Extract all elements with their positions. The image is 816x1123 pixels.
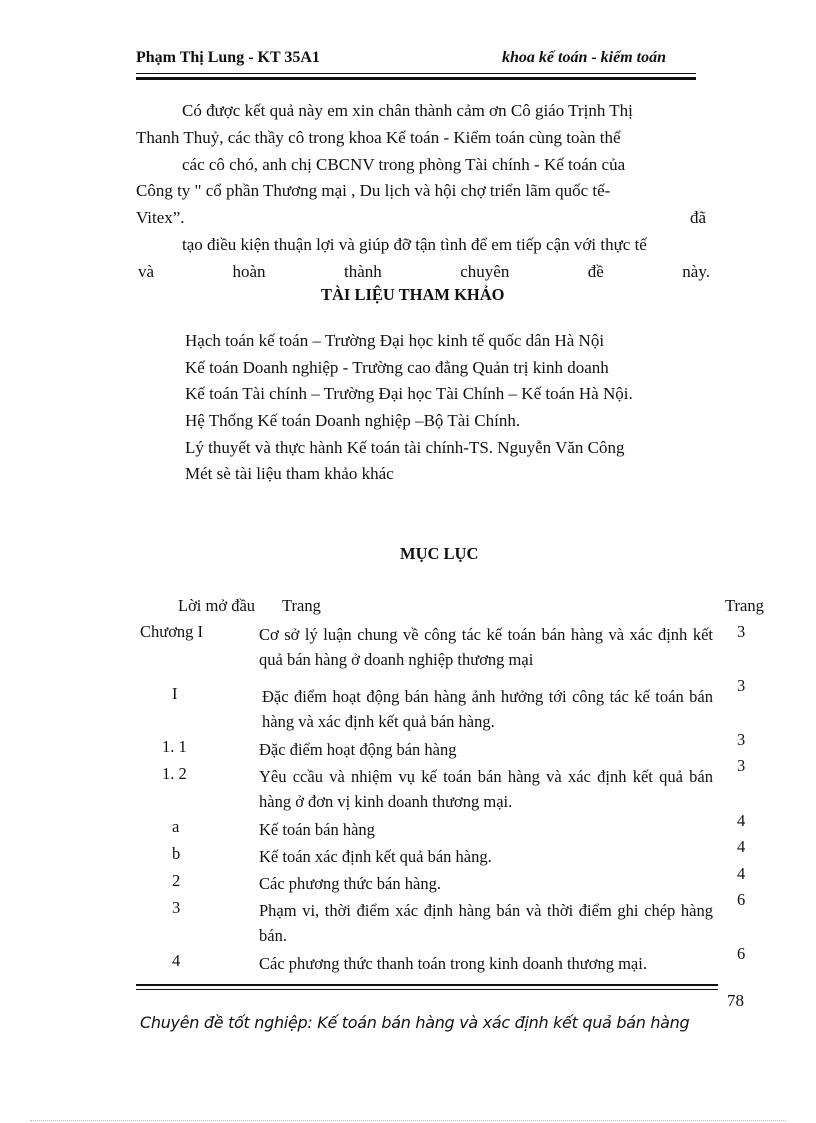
reference-item: Kế toán Doanh nghiệp - Trường cao đẳng Quản trị kinh doanh <box>185 358 609 377</box>
toc-title: MỤC LỤC <box>400 544 479 563</box>
ack-word: chuyên <box>460 262 510 281</box>
toc-row-page: 3 <box>737 676 746 695</box>
ack-line-4: Công ty " cổ phần Thương mại , Du lịch và hội chợ triển lãm quốc tế- <box>136 181 611 200</box>
reference-item: Mét sè tài liệu tham khảo khác <box>185 464 394 483</box>
page-bottom-border <box>30 1120 786 1121</box>
ack-word: đề <box>587 262 604 281</box>
toc-row-title: Các phương thức thanh toán trong kinh doanh thương mại. <box>259 954 647 973</box>
references-title: TÀI LIỆU THAM KHẢO <box>321 285 505 304</box>
ack-line-7 <box>138 261 710 283</box>
ack-line-5a: Vitex”. <box>136 208 185 227</box>
reference-item: Hạch toán kế toán – Trường Đại học kinh tế quốc dân Hà Nội <box>185 331 605 350</box>
toc-row-title: Kế toán bán hàng <box>259 820 375 839</box>
toc-row-page: 6 <box>737 890 746 909</box>
ack-word: này. <box>682 262 710 281</box>
ack-line-3: các cô chó, anh chị CBCNV trong phòng Tài chính - Kế toán của <box>182 155 626 174</box>
toc-row-title: Kế toán xác định kết quả bán hàng. <box>259 847 492 866</box>
toc-row-page: 6 <box>737 944 746 963</box>
toc-row-page: 3 <box>737 622 746 641</box>
page-number: 78 <box>727 991 744 1010</box>
footer-caption: Chuyên đề tốt nghiệp: Kế toán bán hàng và xác định kết quả bán hàng <box>140 1013 690 1032</box>
toc-row-page: 4 <box>737 837 746 856</box>
ack-word: và <box>138 262 155 281</box>
toc-row-page: 4 <box>737 811 746 830</box>
toc-intro: Lời mở đầu <box>178 596 256 615</box>
toc-row-number: 1. 1 <box>162 737 187 756</box>
toc-row-title: Yêu ccầu và nhiệm vụ kế toán bán hàng và xác định kết quả bán hàng ở đơn vị kinh doanh thương mại. <box>259 767 713 811</box>
footer-rule <box>136 984 718 986</box>
reference-item: Hệ Thống Kế toán Doanh nghiệp –Bộ Tài Chính. <box>185 411 521 430</box>
reference-item: Kế toán Tài chính – Trường Đại học Tài Chính – Kế toán Hà Nội. <box>185 384 633 403</box>
ack-line-5b: đã <box>690 208 707 227</box>
header-rule <box>136 73 696 74</box>
toc-row-title: Phạm vi, thời điểm xác định hàng bán và thời điểm ghi chép hàng bán. <box>259 901 713 945</box>
toc-row-number: 4 <box>172 951 181 970</box>
toc-row-number: 2 <box>172 871 181 890</box>
toc-row-number: b <box>172 844 181 863</box>
toc-row-title: Các phương thức bán hàng. <box>259 874 441 893</box>
ack-word: thành <box>344 262 382 281</box>
toc-row-number: I <box>172 684 178 703</box>
ack-line-6: tạo điều kiện thuận lợi và giúp đỡ tận tình để em tiếp cận với thực tế <box>182 235 647 254</box>
header-author: Phạm Thị Lung - KT 35A1 <box>136 49 320 66</box>
toc-row-title: Đặc điểm hoạt động bán hàng <box>259 740 457 759</box>
header-rule-thick <box>136 77 696 80</box>
toc-intro-page-label: Trang <box>282 596 321 615</box>
header-department: khoa kế toán - kiểm toán <box>502 49 667 66</box>
toc-row-number: 3 <box>172 898 181 917</box>
ack-line-2: Thanh Thuỷ, các thầy cô trong khoa Kế toán - Kiểm toán cùng toàn thể <box>136 128 621 147</box>
toc-row-number: Chương I <box>140 622 204 641</box>
toc-row-number: 1. 2 <box>162 764 187 783</box>
toc-row-number: a <box>172 817 180 836</box>
reference-item: Lý thuyết và thực hành Kế toán tài chính-TS. Nguyễn Văn Công <box>185 438 625 457</box>
toc-row-title: Cơ sở lý luận chung về công tác kế toán bán hàng và xác định kết quả bán hàng ở doanh nghiệp thương mại <box>259 625 713 669</box>
ack-line-1: Có được kết quả này em xin chân thành cảm ơn Cô giáo Trịnh Thị <box>182 101 633 120</box>
toc-row-title: Đặc điểm hoạt động bán hàng ảnh hưởng tới công tác kế toán bán hàng và xác định kết quả bán hàng. <box>262 687 713 731</box>
toc-row-page: 4 <box>737 864 746 883</box>
footer-rule-thin <box>136 989 718 990</box>
ack-word: hoàn <box>232 262 266 281</box>
toc-row-page: 3 <box>737 756 746 775</box>
toc-row-page: 3 <box>737 730 746 749</box>
toc-page-column-header: Trang <box>725 596 764 615</box>
